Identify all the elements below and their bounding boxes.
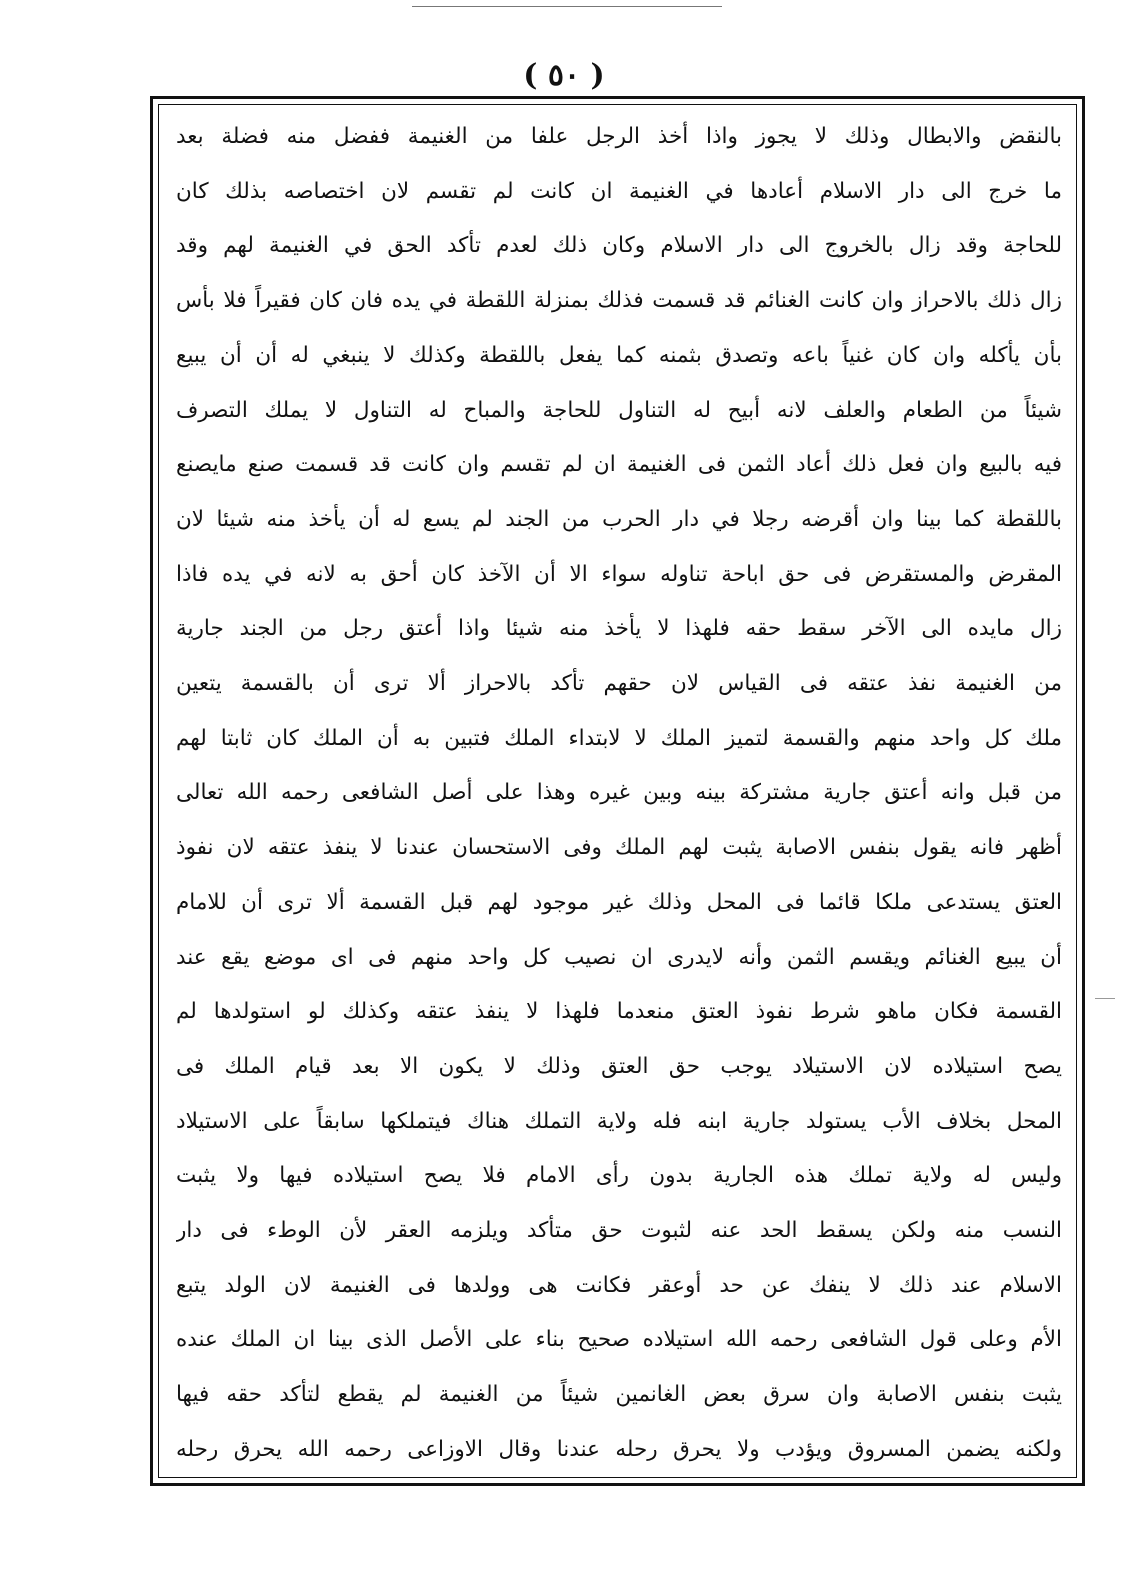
text-line: وليس له ولاية تملك هذه الجارية بدون رأى الامام فلا يصح استيلاده فيها ولا يثبت: [176, 1163, 1062, 1189]
text-line: ولكنه يضمن المسروق ويؤدب ولا يحرق رحله عندنا وقال الاوزاعى رحمه الله يحرق رحله: [176, 1436, 1062, 1462]
text-line: باللقطة كما بينا وان أقرضه رجلا في دار الحرب من الجند لم يسع له أن يأخذ منه شيئا لان: [176, 506, 1062, 532]
text-line: المحل بخلاف الأب يستولد جارية ابنه فله ولاية التملك هناك فيتملكها سابقاً على الاستيلاد: [176, 1108, 1062, 1134]
text-line: يثبت بنفس الاصابة وان سرق بعض الغانمين شيئاً من الغنيمة لم يقطع لتأكد حقه فيها: [176, 1382, 1062, 1408]
text-line: بالنقض والابطال وذلك لا يجوز واذا أخذ الرجل علفا من الغنيمة ففضل منه فضلة بعد: [176, 124, 1062, 149]
text-line: ملك كل واحد منهم والقسمة لتميز الملك لا لابتداء الملك فتبين به أن الملك كان ثابتا لهم: [176, 725, 1062, 751]
text-line: الاسلام عند ذلك لا ينفك عن حد أوعقر فكانت هى وولدها فى الغنيمة لان الولد يتبع: [176, 1272, 1062, 1298]
text-line: أظهر فانه يقول بنفس الاصابة يثبت لهم الملك وفى الاستحسان عندنا لا ينفذ عتقه لان نفوذ: [176, 835, 1062, 861]
text-line: للحاجة وقد زال بالخروج الى دار الاسلام وكان ذلك لعدم تأكد الحق في الغنيمة لهم وقد: [176, 233, 1062, 259]
text-line: شيئاً من الطعام والعلف لانه أبيح له التناول للحاجة والمباح له التناول لا يملك التصرف: [176, 397, 1062, 423]
text-line: المقرض والمستقرض فى حق اباحة تناوله سواء الا أن الآخذ كان أحق به لانه في يده فاذا: [176, 561, 1062, 587]
text-line: يصح استيلاده لان الاستيلاد يوجب حق العتق وذلك لا يكون الا بعد قيام الملك فى: [176, 1053, 1062, 1079]
text-line: الأم وعلى قول الشافعى رحمه الله استيلاده صحيح بناء على الأصل الذى بينا ان الملك عنده: [176, 1327, 1062, 1353]
page-number: ( ٥٠ ): [523, 58, 605, 93]
text-line: العتق يستدعى ملكا قائما فى المحل وذلك غير موجود لهم قبل القسمة ألا ترى أن للامام: [176, 889, 1062, 915]
text-line: من قبل وانه أعتق جارية مشتركة بينه وبين غيره وهذا على أصل الشافعى رحمه الله تعالى: [176, 780, 1062, 806]
text-line: زال مايده الى الآخر سقط حقه فلهذا لا يأخذ منه شيئا واذا أعتق رجل من الجند جارية: [176, 616, 1062, 642]
text-line: فيه بالبيع وان فعل ذلك أعاد الثمن فى الغنيمة ان لم تقسم وان كانت قد قسمت صنع مايصنع: [176, 452, 1062, 478]
text-line: بأن يأكله وان كان غنياً باعه وتصدق بثمنه كما يفعل باللقطة وكذلك لا ينبغي له أن أن يبيع: [176, 342, 1062, 368]
text-line: زال ذلك بالاحراز وان كانت الغنائم قد قسمت فذلك بمنزلة اللقطة في يده فان كان فقيراً فلا بأس: [176, 288, 1062, 314]
text-line: أن يبيع الغنائم ويقسم الثمن وأنه لايدرى ان نصيب كل واحد منهم فى اى موضع يقع عند: [176, 944, 1062, 970]
text-line: النسب منه ولكن يسقط الحد عنه لثبوت حق متأكد ويلزمه العقر لأن الوطء فى دار: [176, 1218, 1062, 1244]
text-line: القسمة فكان ماهو شرط نفوذ العتق منعدما فلهذا لا ينفذ عتقه وكذلك لو استولدها لم: [176, 999, 1062, 1025]
text-line: من الغنيمة نفذ عتقه فى القياس لان حقهم تأكد بالاحراز ألا ترى أن بالقسمة يتعين: [176, 671, 1062, 697]
text-line: ما خرج الى دار الاسلام أعادها في الغنيمة ان كانت لم تقسم لان اختصاصه بذلك كان: [176, 178, 1062, 204]
margin-mark: [1095, 998, 1115, 999]
top-edge-rule: [412, 6, 722, 7]
text-body: [176, 116, 1062, 1471]
